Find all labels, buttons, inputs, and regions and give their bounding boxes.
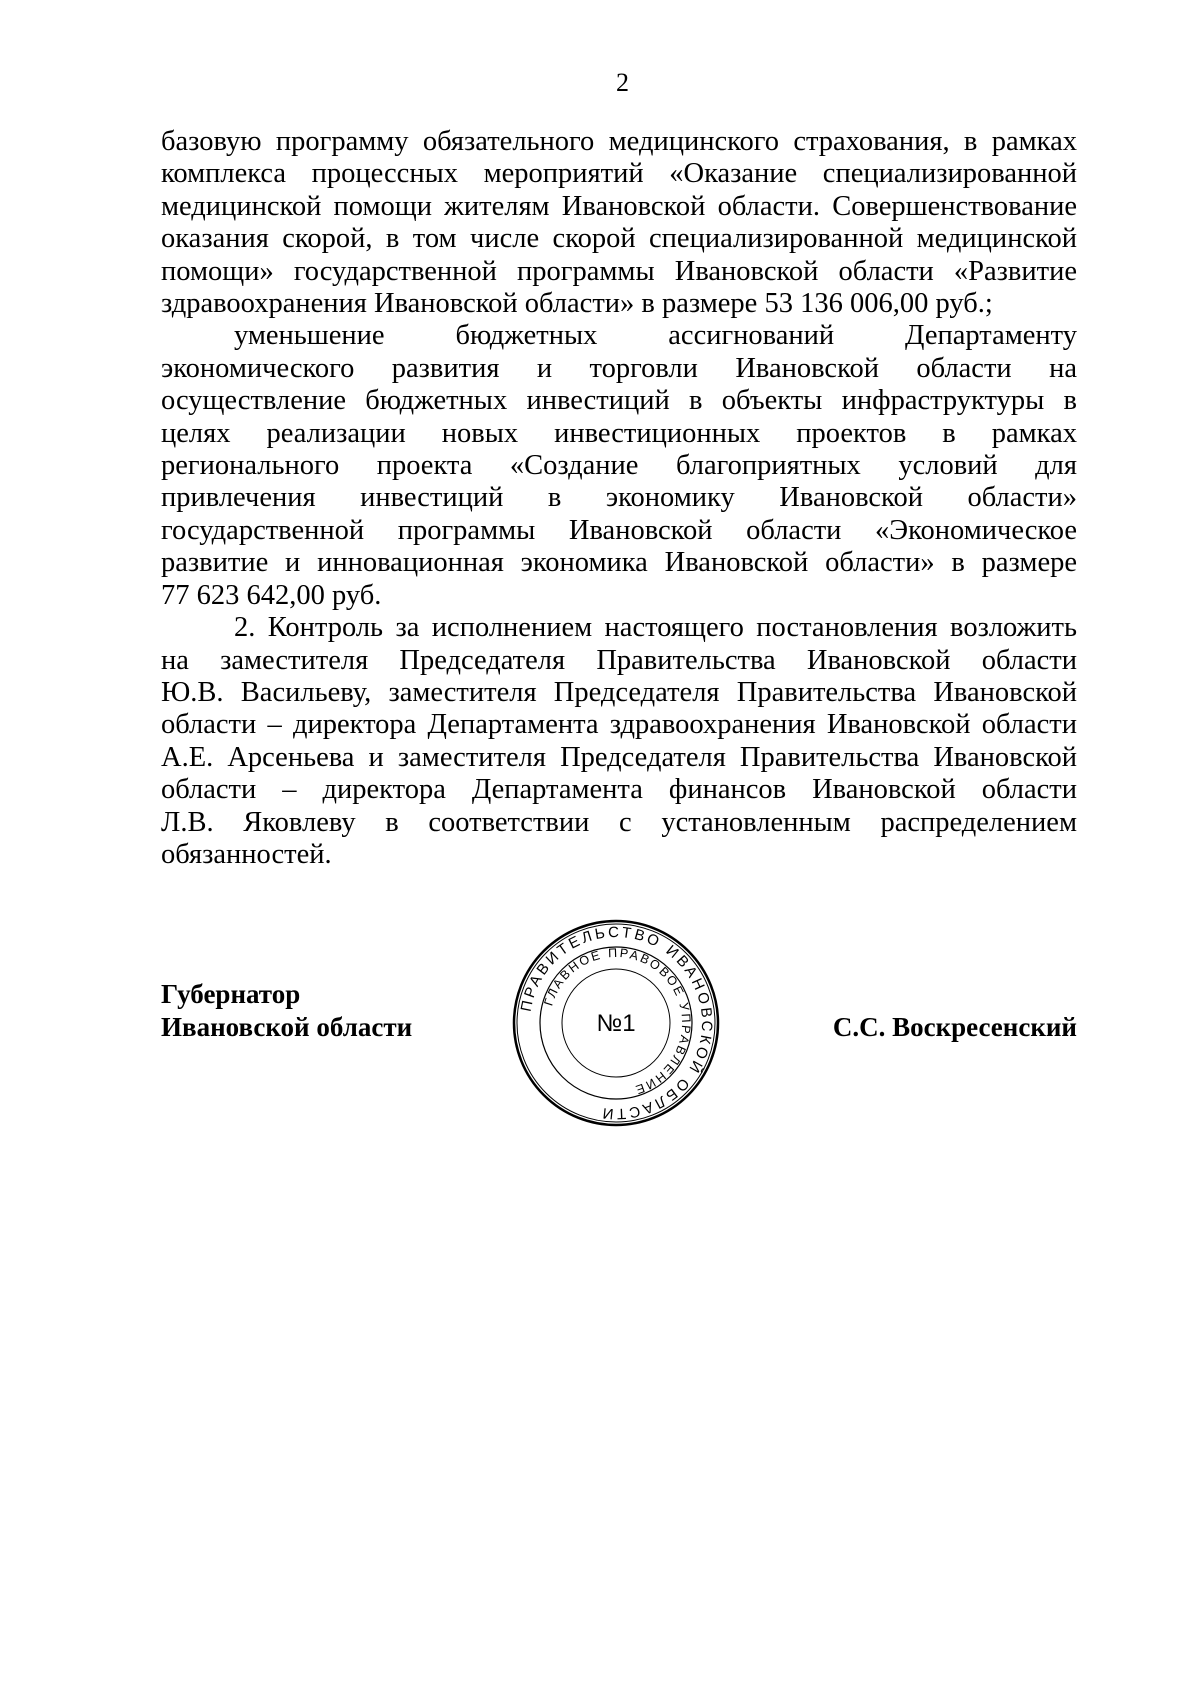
body-line: оказания скорой, в том числе скорой специализированной медицинской (161, 223, 1077, 255)
body-line: осуществление бюджетных инвестиций в объекты инфраструктуры в (161, 385, 1077, 417)
body-line: Ю.В. Васильеву, заместителя Председателя Правительства Ивановской (161, 676, 1077, 708)
body-line: комплекса процессных мероприятий «Оказание специализированной (161, 158, 1077, 190)
signatory-title-line: Губернатор (161, 979, 301, 1009)
body-line: на заместителя Председателя Правительства Ивановской области (161, 644, 1077, 676)
signatory-name: С.С. Воскресенский (832, 1012, 1077, 1042)
signatory-title (161, 978, 412, 1044)
body-line: области – директора Департамента здравоохранения Ивановской области (161, 709, 1077, 741)
body-line: экономического развития и торговли Ивановской области на (161, 352, 1077, 384)
body-line: уменьшение бюджетных ассигнований Департаменту (234, 320, 1077, 352)
body-line: 2. Контроль за исполнением настоящего постановления возложить (234, 612, 1077, 644)
page-number: 2 (616, 68, 629, 97)
body-line: обязанностей. (161, 838, 332, 870)
stamp-inner-text: ГЛАВНОЕ ПРАВОВОЕ УПРАВЛЕНИЕ (541, 945, 694, 1098)
body-line: А.Е. Арсеньева и заместителя Председателя Правительства Ивановской (161, 741, 1077, 773)
body-line: здравоохранения Ивановской области» в размере 53 136 006,00 руб.; (161, 288, 993, 320)
body-line: государственной программы Ивановской области «Экономическое (161, 514, 1077, 546)
body-line: развитие и инновационная экономика Ивановской области» в размере (161, 547, 1077, 579)
stamp-number: №1 (596, 1010, 636, 1037)
body-line: помощи» государственной программы Ивановской области «Развитие (161, 255, 1077, 287)
signatory-title-line: Ивановской области (161, 1012, 413, 1042)
body-line: привлечения инвестиций в экономику Ивановской области» (161, 482, 1077, 514)
body-line: целях реализации новых инвестиционных проектов в рамках (161, 417, 1077, 449)
document-body (161, 126, 1077, 871)
body-line: медицинской помощи жителям Ивановской области. Совершенствование (161, 190, 1077, 222)
body-line: регионального проекта «Создание благоприятных условий для (161, 450, 1077, 482)
stamp-seal-icon (510, 917, 722, 1129)
stamp-outer-text: ПРАВИТЕЛЬСТВО ИВАНОВСКОЙ ОБЛАСТИ (517, 923, 716, 1123)
body-line: Л.В. Яковлеву в соответствии с установленным распределением (161, 806, 1077, 838)
body-line: области – директора Департамента финансов Ивановской области (161, 774, 1077, 806)
official-stamp (510, 917, 722, 1129)
body-line: 77 623 642,00 руб. (161, 579, 382, 611)
body-line: базовую программу обязательного медицинского страхования, в рамках (161, 126, 1077, 157)
